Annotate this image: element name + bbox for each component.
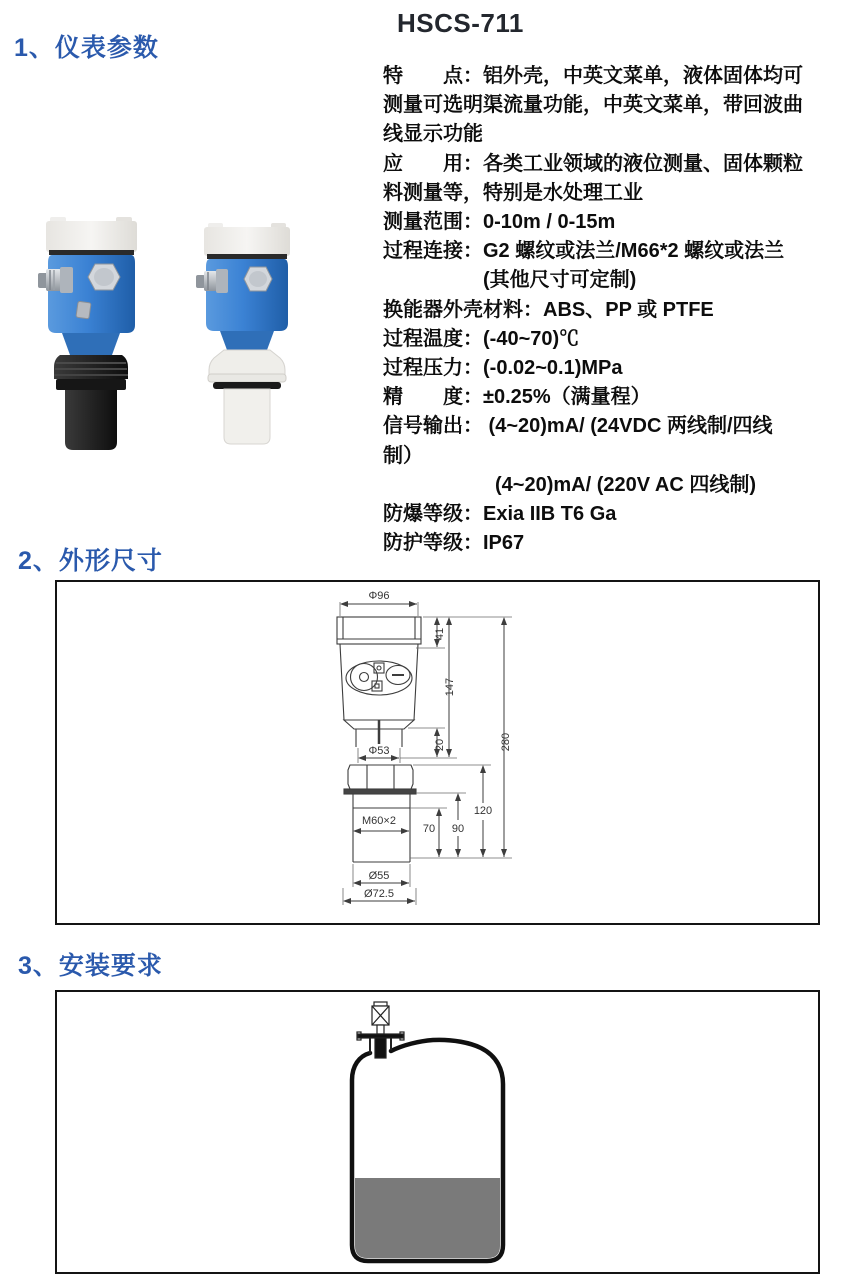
tank-liquid [355, 1178, 500, 1258]
spec-line: 应 用：各类工业领域的液位测量、固体颗粒 [383, 152, 803, 175]
sensor-horn [54, 355, 128, 450]
sensor-horn [208, 350, 286, 444]
spec-line: 防护等级：IP67 [383, 532, 525, 555]
dim-label-41: 41 [434, 627, 446, 641]
spec-line: 过程压力：(-0.02~0.1)MPa [383, 357, 623, 380]
sensor-probe [375, 1038, 386, 1058]
cable-gland [38, 267, 73, 293]
spec-line: 线显示功能 [383, 123, 483, 146]
dim-label-70: 70 [422, 823, 436, 835]
section-2-heading: 2、外形尺寸 [18, 547, 163, 575]
spec-line: 精 度：±0.25%（满量程） [383, 386, 651, 409]
spec-line: (其他尺寸可定制) [483, 269, 637, 292]
spec-list [383, 62, 833, 558]
spec-line: 测量范围：0-10m / 0-15m [383, 211, 616, 234]
dim-label-90: 90 [451, 823, 465, 835]
section-1-heading: 1、仪表参数 [14, 34, 159, 62]
dim-label-280: 280 [500, 732, 512, 752]
dim-label-147: 147 [444, 677, 456, 697]
name-plate [76, 301, 91, 319]
dim-label-20: 20 [434, 738, 446, 752]
dim-label-d96: Φ96 [368, 590, 390, 602]
spec-line: (4~20)mA/ (220V AC 四线制) [495, 473, 756, 496]
dimension-lines [341, 604, 504, 901]
spec-line: 过程连接：G2 螺纹或法兰/M66*2 螺纹或法兰 [383, 240, 785, 263]
spec-line: 信号输出： (4~20)mA/ (24VDC 两线制/四线 [383, 415, 773, 438]
dimension-drawing [57, 582, 818, 923]
page-title: HSCS-711 [397, 8, 524, 38]
section-3-heading: 3、安装要求 [18, 952, 163, 980]
dimension-drawing-frame [55, 580, 820, 925]
extension-lines [340, 602, 512, 905]
dimension-labels [362, 590, 512, 900]
sensor-body [38, 255, 135, 355]
cable-gland [196, 269, 228, 293]
sensor-body [196, 259, 288, 350]
dim-label-120: 120 [473, 805, 493, 817]
product-photo-white-horn [194, 222, 300, 448]
sensor-cap [204, 223, 290, 259]
dim-label-d55: Ø55 [368, 870, 390, 882]
spec-line: 特 点：铝外壳，中英文菜单，液体固体均可 [383, 65, 803, 87]
product-photo-black-horn [38, 216, 144, 454]
spec-line: 料测量等，特别是水处理工业 [383, 181, 643, 204]
hex-plug [88, 264, 120, 290]
spec-line: 制） [383, 444, 423, 467]
dim-label-m60: M60×2 [362, 815, 396, 827]
installation-drawing-frame [55, 990, 820, 1274]
spec-line: 过程温度：(-40~70)℃ [383, 327, 580, 350]
hex-plug [244, 267, 272, 291]
dim-label-d72: Ø72.5 [364, 888, 394, 900]
installation-drawing [57, 992, 818, 1272]
spec-line: 换能器外壳材料：ABS、PP 或 PTFE [383, 298, 714, 321]
spec-line: 防爆等级：Exia IIB T6 Ga [383, 503, 617, 526]
dim-label-d53: Φ53 [368, 745, 390, 757]
sensor-cap [46, 217, 137, 255]
spec-line: 测量可选明渠流量功能，中英文菜单，带回波曲 [383, 94, 803, 117]
